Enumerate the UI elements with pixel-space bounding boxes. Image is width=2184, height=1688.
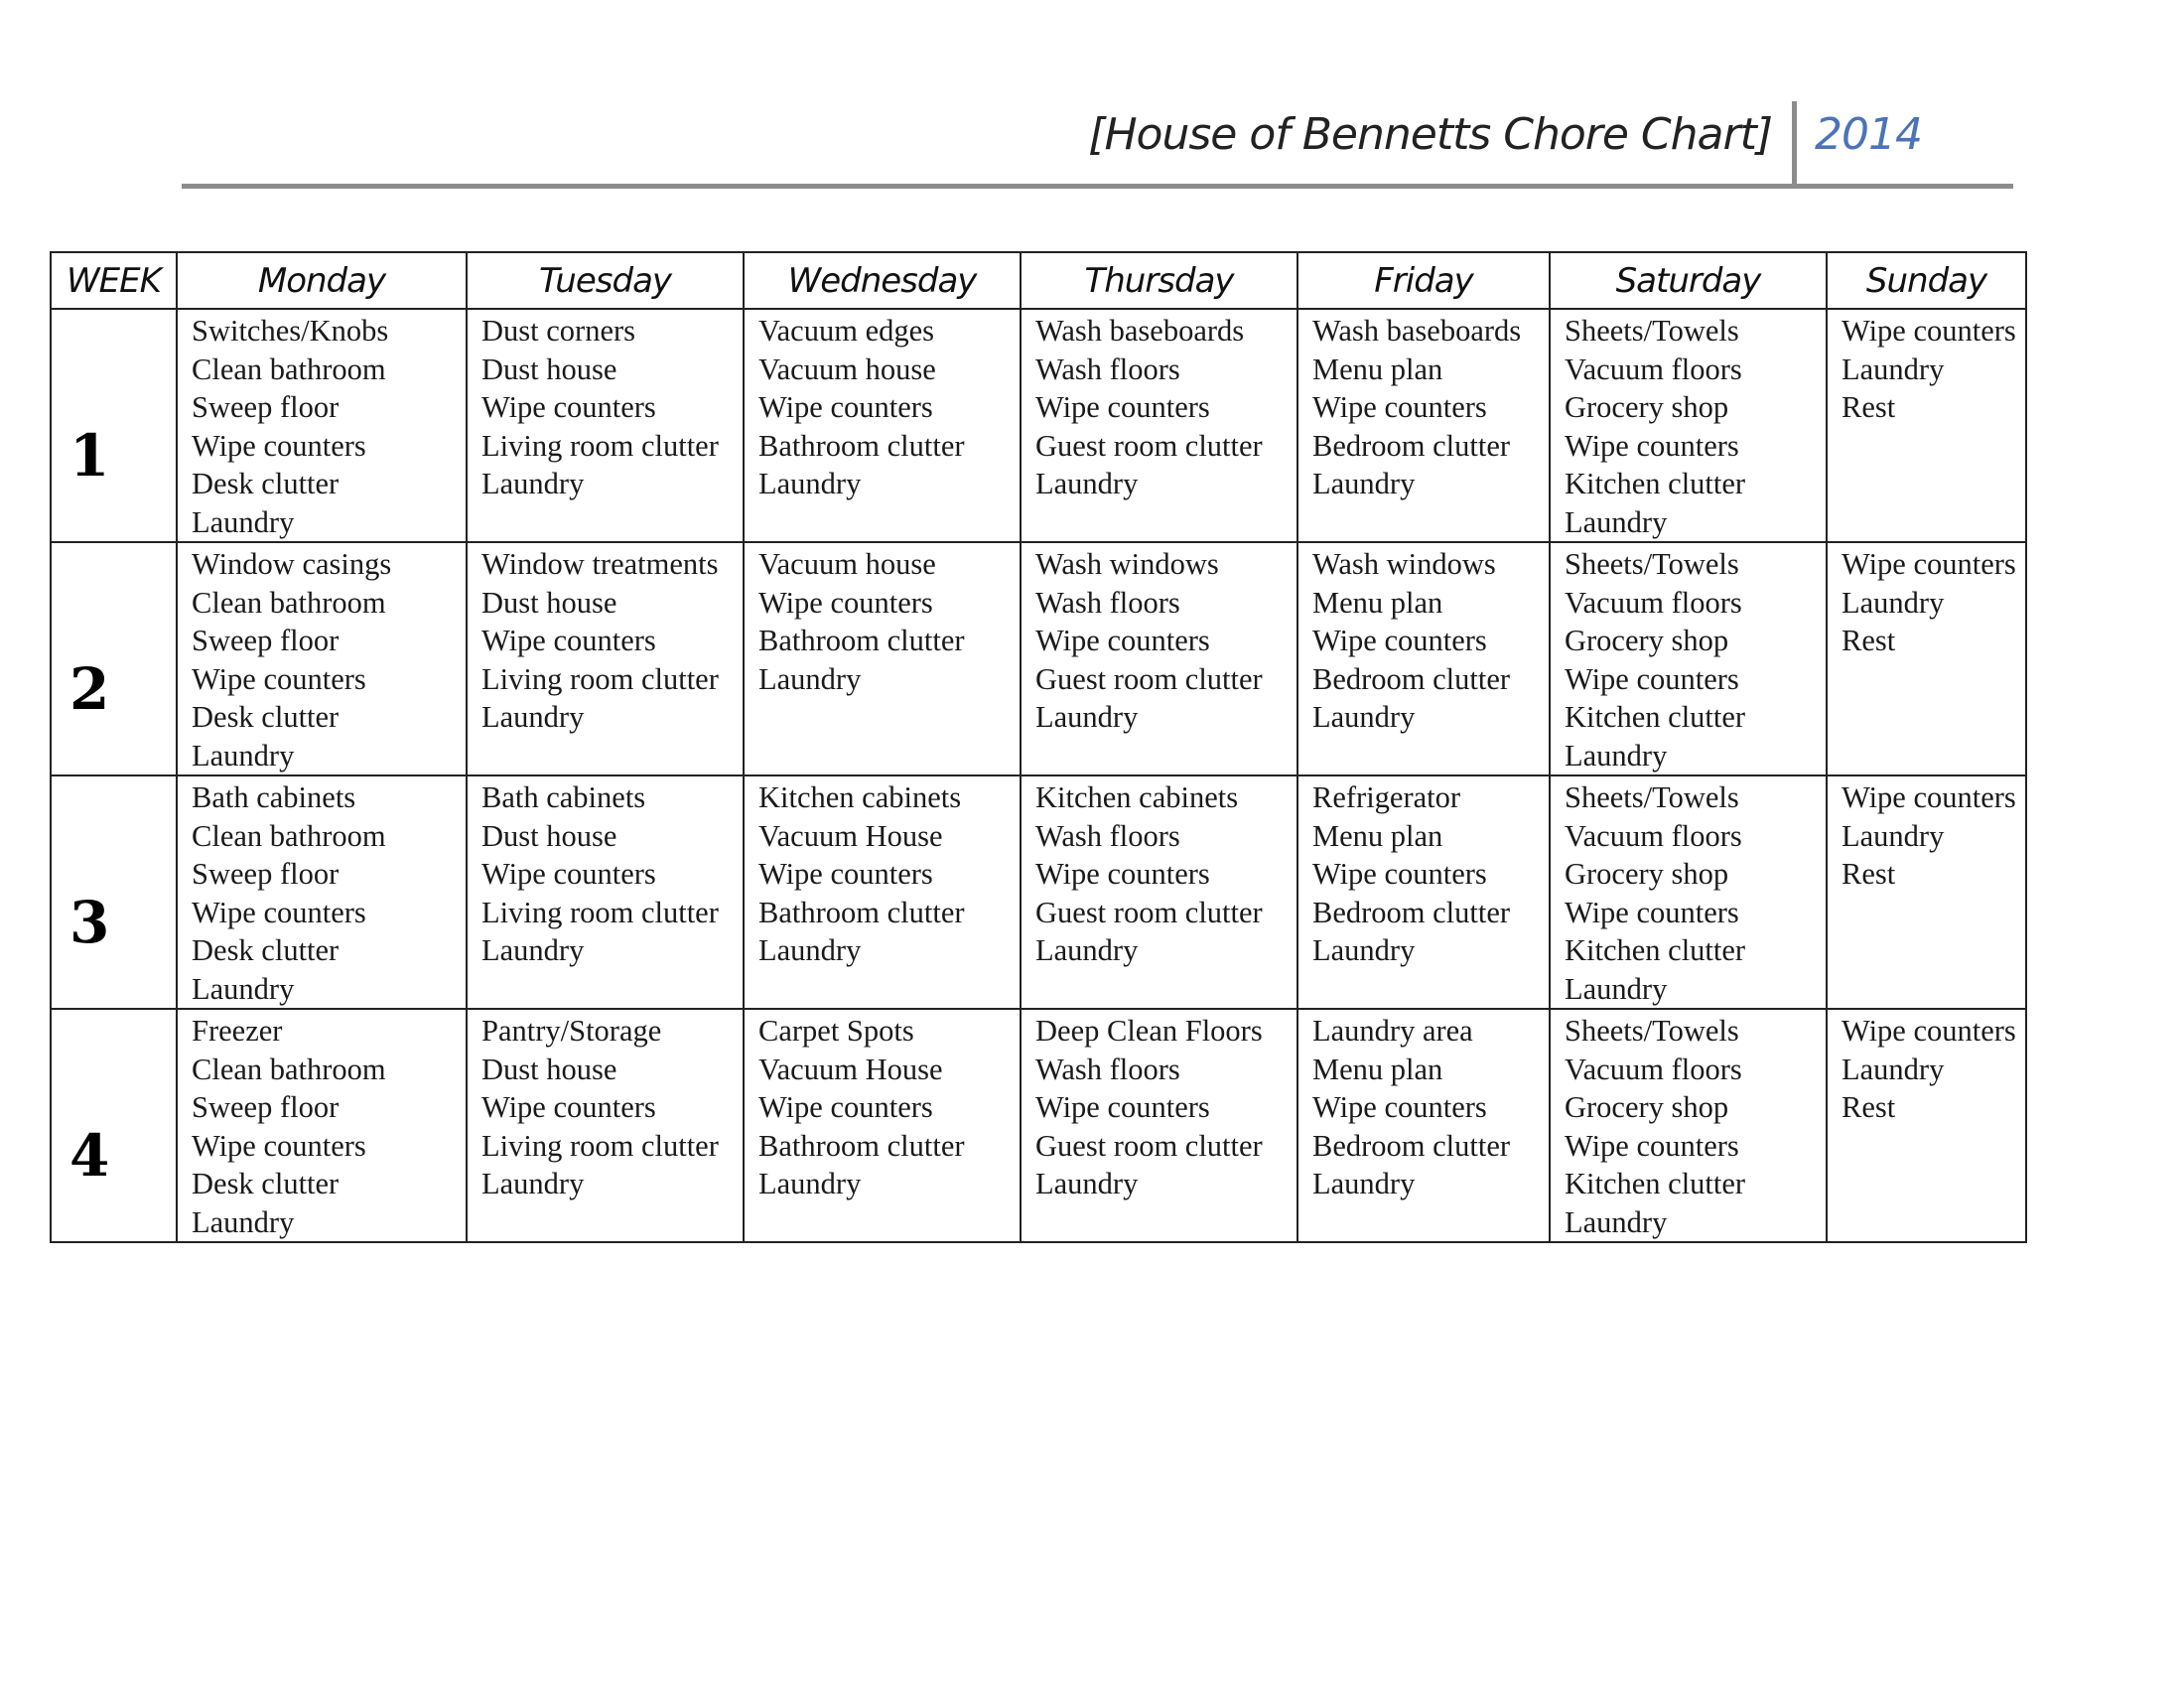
chore-item: Wipe counters xyxy=(1842,780,2016,814)
day-cell-friday xyxy=(1297,309,1550,542)
chore-item: Laundry xyxy=(1842,1052,1945,1086)
chore-item: Sheets/Towels xyxy=(1565,314,1739,348)
chore-item: Wipe counters xyxy=(1312,857,1487,891)
chore-item: Living room clutter xyxy=(481,1128,719,1163)
chore-item: Kitchen cabinets xyxy=(1035,780,1239,814)
chore-item: Wipe counters xyxy=(481,390,656,424)
chore-item: Sweep floor xyxy=(192,624,340,657)
column-header-week: WEEK xyxy=(51,252,177,309)
day-cell-saturday xyxy=(1550,309,1827,542)
chore-item: Laundry xyxy=(192,738,295,773)
chore-item: Clean bathroom xyxy=(192,352,386,386)
chore-item: Desk clutter xyxy=(192,700,340,734)
chore-item: Rest xyxy=(1842,390,1896,424)
chore-item: Wash windows xyxy=(1312,547,1496,581)
column-header-friday: Friday xyxy=(1297,252,1550,309)
column-header-wednesday: Wednesday xyxy=(744,252,1021,309)
chore-item: Wipe counters xyxy=(1842,1014,2016,1048)
chore-item: Menu plan xyxy=(1312,352,1443,386)
chore-item: Clean bathroom xyxy=(192,585,386,620)
chore-item: Desk clutter xyxy=(192,933,340,967)
chore-item: Wipe counters xyxy=(1842,314,2016,348)
chore-item: Wipe counters xyxy=(1035,390,1210,424)
chore-item: Laundry xyxy=(1565,1204,1668,1239)
chore-item: Dust corners xyxy=(481,314,636,348)
day-cell-thursday xyxy=(1021,309,1297,542)
chore-item: Kitchen clutter xyxy=(1565,700,1746,734)
chore-item: Wipe counters xyxy=(758,390,933,424)
chore-item: Wash baseboards xyxy=(1312,314,1522,348)
chore-item: Clean bathroom xyxy=(192,1052,386,1086)
chore-item: Vacuum floors xyxy=(1565,352,1742,386)
chore-item: Rest xyxy=(1842,857,1896,891)
chore-item: Living room clutter xyxy=(481,428,719,463)
day-cell-tuesday xyxy=(467,775,744,1009)
day-cell-sunday xyxy=(1827,542,2026,775)
chore-item: Clean bathroom xyxy=(192,818,386,853)
chore-item: Window treatments xyxy=(481,547,719,581)
chore-item: Wipe counters xyxy=(1842,547,2016,581)
chore-item: Wipe counters xyxy=(758,857,933,891)
chore-item: Laundry xyxy=(1035,467,1139,500)
chore-item: Wipe counters xyxy=(1565,661,1739,696)
chore-item: Deep Clean Floors xyxy=(1035,1014,1263,1048)
chore-item: Laundry xyxy=(1565,504,1668,539)
chore-item: Wipe counters xyxy=(1312,1090,1487,1124)
week-row-4 xyxy=(51,1009,2026,1242)
chore-item: Desk clutter xyxy=(192,467,340,500)
chore-item: Bedroom clutter xyxy=(1312,428,1511,463)
chore-item: Wipe counters xyxy=(758,1090,933,1124)
chore-item: Vacuum House xyxy=(758,1052,943,1086)
chart-title: [House of Bennetts Chore Chart] xyxy=(1088,109,1772,160)
chore-item: Wipe counters xyxy=(1565,428,1739,463)
chore-item: Sheets/Towels xyxy=(1565,547,1739,581)
chore-item: Wipe counters xyxy=(1035,624,1210,657)
chore-item: Vacuum edges xyxy=(758,314,935,348)
chore-item: Wash floors xyxy=(1035,352,1180,386)
chore-item: Bathroom clutter xyxy=(758,624,965,657)
chore-item: Switches/Knobs xyxy=(192,314,389,348)
chore-item: Bedroom clutter xyxy=(1312,661,1511,696)
chore-item: Laundry xyxy=(1312,700,1416,734)
chore-item: Wipe counters xyxy=(1035,1090,1210,1124)
page-header xyxy=(182,97,2013,189)
chore-item: Wipe counters xyxy=(192,1128,366,1163)
chore-item: Bathroom clutter xyxy=(758,428,965,463)
week-row-3 xyxy=(51,775,2026,1009)
column-header-sunday: Sunday xyxy=(1827,252,2026,309)
chore-item: Vacuum house xyxy=(758,547,936,581)
chore-item: Wipe counters xyxy=(481,624,656,657)
header-row xyxy=(51,252,2026,309)
chore-item: Menu plan xyxy=(1312,585,1443,620)
chore-item: Kitchen clutter xyxy=(1565,1167,1746,1200)
chore-item: Grocery shop xyxy=(1565,624,1729,657)
chore-item: Guest room clutter xyxy=(1035,895,1263,929)
chore-item: Freezer xyxy=(192,1014,283,1048)
day-cell-monday xyxy=(177,542,467,775)
chore-item: Wipe counters xyxy=(192,895,366,929)
chore-item: Grocery shop xyxy=(1565,857,1729,891)
chore-item: Sweep floor xyxy=(192,1090,340,1124)
day-cell-wednesday xyxy=(744,1009,1021,1242)
chore-item: Menu plan xyxy=(1312,1052,1443,1086)
chore-item: Dust house xyxy=(481,352,617,386)
chore-item: Wash baseboards xyxy=(1035,314,1245,348)
chore-item: Dust house xyxy=(481,818,617,853)
chore-item: Wipe counters xyxy=(481,857,656,891)
chore-item: Bath cabinets xyxy=(192,780,356,814)
chore-item: Wash windows xyxy=(1035,547,1219,581)
chore-item: Bath cabinets xyxy=(481,780,646,814)
chore-item: Sweep floor xyxy=(192,857,340,891)
chore-item: Menu plan xyxy=(1312,818,1443,853)
chore-item: Vacuum House xyxy=(758,818,943,853)
chore-item: Laundry xyxy=(1312,1167,1416,1200)
column-header-tuesday: Tuesday xyxy=(467,252,744,309)
chore-item: Laundry xyxy=(1035,933,1139,967)
chore-item: Wipe counters xyxy=(1565,1128,1739,1163)
chore-item: Wash floors xyxy=(1035,818,1180,853)
header-divider xyxy=(1792,101,1797,189)
chore-item: Wipe counters xyxy=(192,661,366,696)
day-cell-friday xyxy=(1297,775,1550,1009)
chore-item: Desk clutter xyxy=(192,1167,340,1200)
day-cell-sunday xyxy=(1827,1009,2026,1242)
chore-item: Bathroom clutter xyxy=(758,895,965,929)
week-row-1 xyxy=(51,309,2026,542)
chore-item: Wash floors xyxy=(1035,585,1180,620)
chore-item: Sheets/Towels xyxy=(1565,1014,1739,1048)
day-cell-sunday xyxy=(1827,309,2026,542)
chore-item: Guest room clutter xyxy=(1035,1128,1263,1163)
chore-item: Kitchen cabinets xyxy=(758,780,962,814)
chore-item: Laundry xyxy=(481,1167,585,1200)
chore-item: Rest xyxy=(1842,624,1896,657)
chore-item: Rest xyxy=(1842,1090,1896,1124)
chore-item: Laundry xyxy=(758,661,862,696)
chore-item: Laundry xyxy=(1842,818,1945,853)
chore-item: Laundry xyxy=(1035,1167,1139,1200)
chore-item: Grocery shop xyxy=(1565,1090,1729,1124)
week-row-2 xyxy=(51,542,2026,775)
column-header-monday: Monday xyxy=(177,252,467,309)
chore-item: Bathroom clutter xyxy=(758,1128,965,1163)
day-cell-friday xyxy=(1297,542,1550,775)
chart-year: 2014 xyxy=(1815,109,1922,160)
chore-item: Vacuum floors xyxy=(1565,818,1742,853)
chore-item: Vacuum house xyxy=(758,352,936,386)
day-cell-thursday xyxy=(1021,775,1297,1009)
chore-item: Guest room clutter xyxy=(1035,428,1263,463)
chore-item: Refrigerator xyxy=(1312,780,1461,814)
chore-item: Sheets/Towels xyxy=(1565,780,1739,814)
chore-table xyxy=(50,251,2027,1243)
chore-item: Living room clutter xyxy=(481,661,719,696)
chore-item: Wipe counters xyxy=(481,1090,656,1124)
chore-item: Pantry/Storage xyxy=(481,1014,662,1048)
chore-item: Laundry xyxy=(481,933,585,967)
chore-item: Sweep floor xyxy=(192,390,340,424)
header-rule xyxy=(182,184,2013,189)
day-cell-wednesday xyxy=(744,542,1021,775)
chore-item: Laundry xyxy=(1035,700,1139,734)
chore-item: Laundry xyxy=(481,700,585,734)
chore-item: Dust house xyxy=(481,1052,617,1086)
day-cell-wednesday xyxy=(744,309,1021,542)
chore-item: Laundry xyxy=(1312,933,1416,967)
chore-item: Laundry xyxy=(758,933,862,967)
day-cell-tuesday xyxy=(467,309,744,542)
chore-table-body xyxy=(51,309,2026,1242)
day-cell-saturday xyxy=(1550,542,1827,775)
chore-item: Laundry xyxy=(1565,971,1668,1006)
chore-item: Laundry xyxy=(192,1204,295,1239)
week-number: 1 xyxy=(51,309,177,542)
chore-item: Window casings xyxy=(192,547,392,581)
day-cell-wednesday xyxy=(744,775,1021,1009)
chore-item: Wipe counters xyxy=(1312,624,1487,657)
chore-item: Wipe counters xyxy=(1035,857,1210,891)
chore-item: Laundry xyxy=(758,1167,862,1200)
chore-item: Grocery shop xyxy=(1565,390,1729,424)
chore-item: Laundry xyxy=(758,467,862,500)
chore-item: Wash floors xyxy=(1035,1052,1180,1086)
day-cell-monday xyxy=(177,1009,467,1242)
day-cell-friday xyxy=(1297,1009,1550,1242)
chore-item: Laundry xyxy=(1842,585,1945,620)
day-cell-saturday xyxy=(1550,1009,1827,1242)
chore-item: Vacuum floors xyxy=(1565,1052,1742,1086)
chore-item: Wipe counters xyxy=(192,428,366,463)
chore-item: Wipe counters xyxy=(758,585,933,620)
week-number: 3 xyxy=(51,775,177,1009)
chore-item: Kitchen clutter xyxy=(1565,933,1746,967)
day-cell-saturday xyxy=(1550,775,1827,1009)
day-cell-monday xyxy=(177,775,467,1009)
day-cell-monday xyxy=(177,309,467,542)
chore-item: Laundry xyxy=(192,504,295,539)
chore-item: Kitchen clutter xyxy=(1565,467,1746,500)
chore-item: Laundry xyxy=(1312,467,1416,500)
day-cell-tuesday xyxy=(467,542,744,775)
day-cell-sunday xyxy=(1827,775,2026,1009)
day-cell-thursday xyxy=(1021,1009,1297,1242)
chore-item: Living room clutter xyxy=(481,895,719,929)
chore-item: Bedroom clutter xyxy=(1312,1128,1511,1163)
week-number: 4 xyxy=(51,1009,177,1242)
chore-item: Guest room clutter xyxy=(1035,661,1263,696)
day-cell-thursday xyxy=(1021,542,1297,775)
week-number: 2 xyxy=(51,542,177,775)
chore-item: Vacuum floors xyxy=(1565,585,1742,620)
chore-item: Laundry xyxy=(192,971,295,1006)
chore-item: Bedroom clutter xyxy=(1312,895,1511,929)
column-header-thursday: Thursday xyxy=(1021,252,1297,309)
chore-item: Wipe counters xyxy=(1565,895,1739,929)
day-cell-tuesday xyxy=(467,1009,744,1242)
column-header-saturday: Saturday xyxy=(1550,252,1827,309)
chore-item: Laundry area xyxy=(1312,1014,1473,1048)
chore-item: Laundry xyxy=(481,467,585,500)
chore-item: Laundry xyxy=(1565,738,1668,773)
chore-item: Laundry xyxy=(1842,352,1945,386)
chore-item: Wipe counters xyxy=(1312,390,1487,424)
chore-item: Dust house xyxy=(481,585,617,620)
chore-item: Carpet Spots xyxy=(758,1014,914,1048)
